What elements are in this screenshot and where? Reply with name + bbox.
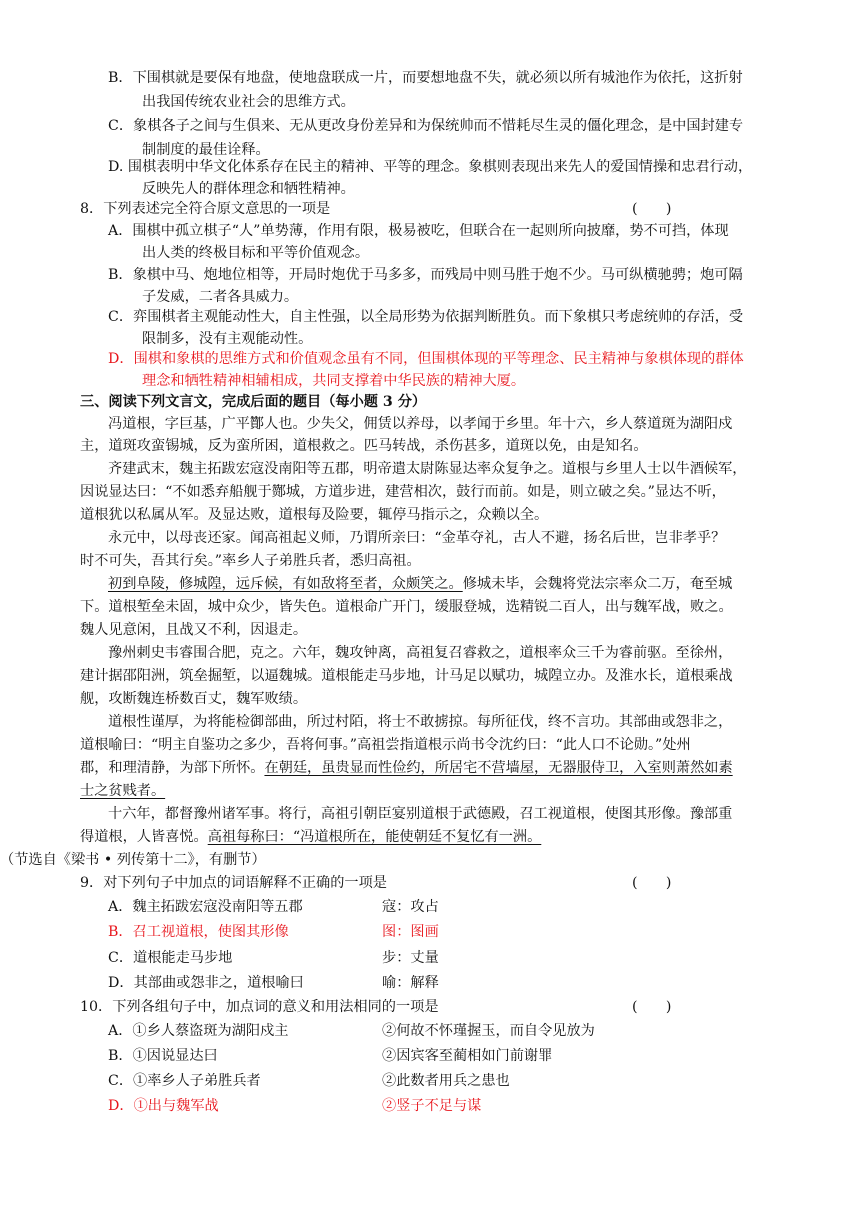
underlined-sentence-2: 在朝廷，虽贵显而性俭约，所居宅不营墙屋，无器服侍卫，入室则萧然如素 — [264, 760, 733, 776]
q9-stem: 9．对下列句子中加点的词语解释不正确的一项是 — [80, 875, 387, 891]
passage-p4-line1-rest: 修城未毕，会魏将党法宗率众二万，奄至城 — [462, 576, 733, 592]
q10-option-a-2: ②何故不怀瑾握玉，而自令见放为 — [382, 1023, 595, 1039]
q10-option-a-1: A．①乡人蔡盗斑为湖阳戍主 — [108, 1023, 289, 1039]
passage-p3-line2: 时不可失，吾其行矣。”率乡人子弟胜兵者，悉归高祖。 — [80, 553, 421, 569]
q8-option-a-line1: A．围棋中孤立棋子“人”单势薄，作用有限，极易被吃，但联合在一起则所向披靡，势不可挡，体现 — [108, 223, 729, 239]
passage-p4-line2: 下。道根堑垒未固，城中众少，皆失色。道根命广开门，缓服登城，选精锐二百人，出与魏军战，败之。 — [80, 599, 733, 615]
passage-p5-line2: 建计据邵阳洲，筑垒掘堑，以逼魏城。道根能走马步地，计马足以赋功，城隍立办。及淮水长，道根乘战 — [80, 668, 733, 684]
q9-option-c-gloss: 步：丈量 — [382, 950, 439, 966]
passage-p2-line3: 道根犹以私属从军。及显达败，道根每及险要，辄停马指示之，众赖以全。 — [80, 507, 549, 523]
q10-option-d-1: D．①出与魏军战 — [108, 1098, 219, 1114]
passage-p4-line3: 魏人见意闲，且战又不利，因退走。 — [80, 622, 308, 638]
q9-option-a: A．魏主拓跋宏寇没南阳等五郡 — [108, 899, 303, 915]
passage-p6-line2: 道根喻曰：“明主自鉴功之多少，吾将何事。”高祖尝指道根示尚书令沈约曰：“此人口不论勋。”处州 — [80, 737, 691, 753]
passage-p4-line1 — [108, 574, 732, 594]
passage-p7-line2-start: 得道根，人皆喜悦。 — [80, 829, 208, 845]
passage-p7-line2 — [80, 827, 541, 847]
passage-p1-line2: 主，道斑攻蛮锡城，反为蛮所困，道根救之。匹马转战，杀伤甚多，道斑以免，由是知名。 — [80, 438, 648, 454]
q9-answer-blank: ( ) — [632, 875, 672, 891]
passage-p1-line1: 冯道根，字巨基，广平酇人也。少失父，佣赁以养母，以孝闻于乡里。年十六，乡人蔡道斑为湖阳戍 — [108, 416, 733, 432]
passage-p7-line1: 十六年，都督豫州诸军事。将行，高祖引朝臣宴别道根于武德殿，召工视道根，使图其形像。豫部重 — [108, 806, 733, 822]
passage-p6-line1: 道根性谨厚，为将能检御部曲，所过村陌，将士不敢掳掠。每所征伐，终不言功。其部曲或怨非之， — [108, 714, 733, 730]
q8-option-d-line2: 理念和牺牲精神相辅相成，共同支撑着中华民族的精神大厦。 — [142, 373, 526, 389]
q9-option-b-gloss: 图：图画 — [382, 924, 439, 940]
passage-p6-line3-start: 郡，和理清静，为部下所怀。 — [80, 760, 265, 776]
underlined-sentence-3: 高祖每称曰：“冯道根所在，能使朝廷不复忆有一洲。 — [207, 829, 542, 845]
q10-stem: 10．下列各组句子中，加点词的意义和用法相同的一项是 — [80, 999, 439, 1015]
underlined-sentence-1: 初到阜陵，修城隍，远斥候，有如敌将至者，众颇笑之。 — [108, 576, 463, 592]
passage-p2-line2: 因说显达曰：“不如悉弃船舰于酂城，方道步进，建营相次，鼓行而前。如是，则立破之矣。”显达不听， — [80, 484, 726, 500]
q10-option-d-2: ②竖子不足与谋 — [382, 1098, 482, 1114]
q8-option-c-line2: 限制多，没有主观能动性。 — [142, 331, 313, 347]
passage-p5-line3: 舰，攻断魏连桥数百丈，魏军败绩。 — [80, 691, 308, 707]
q8-option-d-line1: D．围棋和象棋的思维方式和价值观念虽有不同，但围棋体现的平等理念、民主精神与象棋体现的群体 — [108, 351, 744, 367]
q10-option-c-1: C．①率乡人子弟胜兵者 — [108, 1073, 261, 1089]
q10-option-c-2: ②此数者用兵之患也 — [382, 1073, 510, 1089]
q8-answer-blank: ( ) — [632, 201, 672, 217]
passage-source: （节选自《梁书 • 列传第十二》，有删节） — [0, 852, 266, 868]
passage-p6-line4: 士之贫贱者。 — [80, 783, 166, 799]
q9-option-c: C．道根能走马步地 — [108, 950, 233, 966]
q8-option-b-line1: B．象棋中马、炮地位相等，开局时炮优于马多多，而残局中则马胜于炮不少。马可纵横驰骋；炮可隔 — [108, 267, 743, 283]
q7-option-d-line1: D. 围棋表明中华文化体系存在民主的精神、平等的理念。象棋则表现出来先人的爱国情操和忠君行动， — [108, 159, 753, 175]
q8-stem: 8．下列表述完全符合原文意思的一项是 — [80, 201, 331, 217]
section-3-heading: 三、阅读下列文言文，完成后面的题目（每小题 3 分） — [80, 394, 427, 410]
passage-p6-line3 — [80, 758, 733, 778]
q8-option-c-line1: C．弈围棋者主观能动性大，自主性强，以全局形势为依据判断胜负。而下象棋只考虑统帅的存活，受 — [108, 309, 744, 325]
q10-option-b-1: B．①因说显达曰 — [108, 1048, 218, 1064]
q8-option-b-line2: 子发威，二者各具威力。 — [142, 289, 299, 305]
q7-option-d-line2: 反映先人的群体理念和牺牲精神。 — [142, 181, 355, 197]
q10-option-b-2: ②因宾客至蔺相如门前谢罪 — [382, 1048, 553, 1064]
passage-p2-line1: 齐建武末，魏主拓跋宏寇没南阳等五郡，明帝遣太尉陈显达率众复争之。道根与乡里人士以牛酒候军， — [108, 461, 747, 477]
q7-option-c-line2: 制制度的最佳诠释。 — [142, 142, 270, 158]
q7-option-b-line2: 出我国传统农业社会的思维方式。 — [142, 94, 355, 110]
q9-option-d: D．其部曲或怨非之，道根喻曰 — [108, 975, 304, 991]
q9-option-a-gloss: 寇：攻占 — [382, 899, 439, 915]
q7-option-b-line1: B．下围棋就是要保有地盘，使地盘联成一片，而要想地盘不失，就必须以所有城池作为依托，这折射 — [108, 70, 743, 86]
passage-p3-line1: 永元中，以母丧还家。闻高祖起义师，乃谓所亲曰：“金革夺礼，古人不避，扬名后世，岂非孝乎？ — [108, 530, 726, 546]
q7-option-c-line1: C．象棋各子之间与生俱来、无从更改身份差异和为保统帅而不惜耗尽生灵的僵化理念，是中国封建专 — [108, 118, 744, 134]
q8-option-a-line2: 出人类的终极目标和平等价值观念。 — [142, 245, 370, 261]
q9-option-d-gloss: 喻：解释 — [382, 975, 439, 991]
passage-p5-line1: 豫州刺史韦睿围合肥，克之。六年，魏攻钟离，高祖复召睿救之，道根率众三千为睿前驱。至徐州， — [108, 645, 733, 661]
q10-answer-blank: ( ) — [632, 999, 672, 1015]
q9-option-b: B．召工视道根，使图其形像 — [108, 924, 289, 940]
